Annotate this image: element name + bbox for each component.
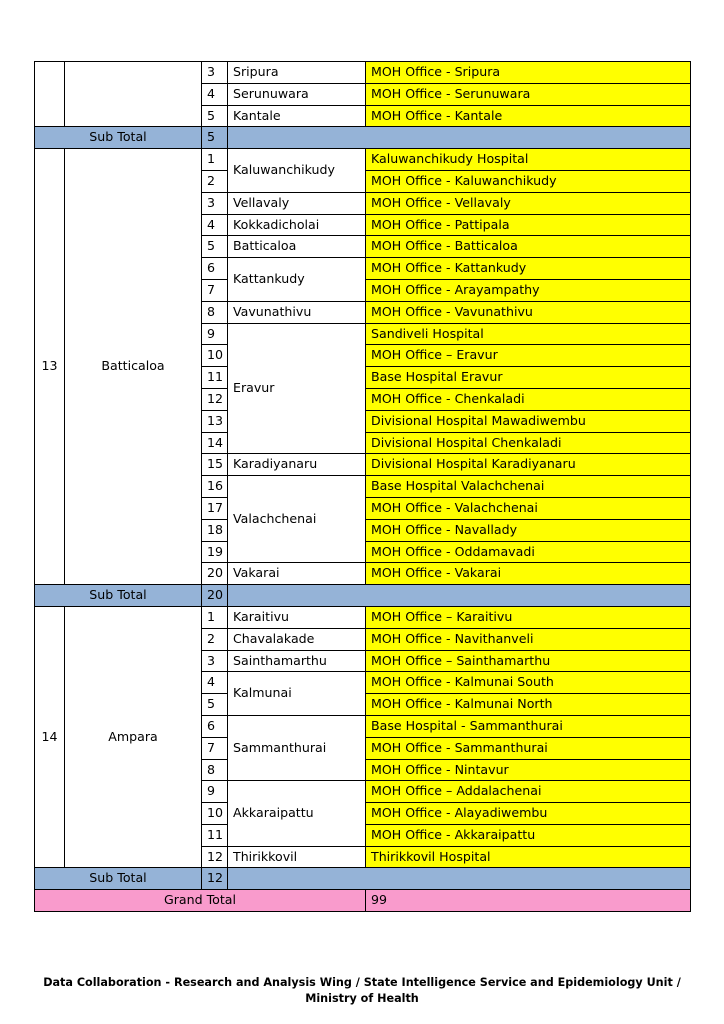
site-number-cell: 1 (202, 606, 228, 628)
sentinel-sites-table (34, 61, 691, 912)
table-row (35, 606, 691, 628)
sentinel-site-cell: MOH Office - Sammanthurai (366, 737, 691, 759)
site-number-cell: 4 (202, 83, 228, 105)
site-number-cell: 10 (202, 345, 228, 367)
sentinel-site-cell: MOH Office – Karaitivu (366, 606, 691, 628)
subtotal-row (35, 127, 691, 149)
site-number-cell: 6 (202, 258, 228, 280)
page-footer: Data Collaboration - Research and Analysis Wing / State Intelligence Service and Epidemiology Unit / Ministry of Health (43, 976, 681, 1005)
site-number-cell: 5 (202, 236, 228, 258)
sentinel-site-cell: MOH Office - Vavunathivu (366, 301, 691, 323)
sentinel-site-cell: Base Hospital - Sammanthurai (366, 715, 691, 737)
sentinel-site-cell: Thirikkovil Hospital (366, 846, 691, 868)
moh-area-cell: Kalmunai (228, 672, 366, 716)
sentinel-site-cell: Divisional Hospital Karadiyanaru (366, 454, 691, 476)
subtotal-blank (228, 585, 691, 607)
site-number-cell: 17 (202, 497, 228, 519)
sentinel-site-cell: MOH Office – Sainthamarthu (366, 650, 691, 672)
site-number-cell: 9 (202, 781, 228, 803)
site-number-cell: 15 (202, 454, 228, 476)
sentinel-site-cell: MOH Office - Kalmunai South (366, 672, 691, 694)
moh-area-cell: Eravur (228, 323, 366, 454)
moh-area-cell: Thirikkovil (228, 846, 366, 868)
site-number-cell: 7 (202, 737, 228, 759)
sentinel-site-cell: MOH Office – Addalachenai (366, 781, 691, 803)
subtotal-row (35, 868, 691, 890)
sentinel-site-cell: MOH Office - Sripura (366, 62, 691, 84)
sentinel-site-cell: Base Hospital Eravur (366, 367, 691, 389)
sentinel-site-cell: MOH Office - Kalmunai North (366, 694, 691, 716)
moh-area-cell: Vellavaly (228, 192, 366, 214)
moh-area-cell: Kantale (228, 105, 366, 127)
table-body (35, 62, 691, 912)
site-number-cell: 6 (202, 715, 228, 737)
moh-area-cell: Vavunathivu (228, 301, 366, 323)
site-number-cell: 3 (202, 62, 228, 84)
subtotal-label: Sub Total (35, 585, 202, 607)
subtotal-row (35, 585, 691, 607)
site-number-cell: 4 (202, 214, 228, 236)
site-number-cell: 2 (202, 628, 228, 650)
grand-total-row (35, 890, 691, 912)
grand-total-label: Grand Total (35, 890, 366, 912)
moh-area-cell: Karadiyanaru (228, 454, 366, 476)
sentinel-site-cell: MOH Office – Eravur (366, 345, 691, 367)
site-number-cell: 8 (202, 759, 228, 781)
sentinel-site-cell: MOH Office - Navithanveli (366, 628, 691, 650)
moh-area-cell: Serunuwara (228, 83, 366, 105)
sentinel-site-cell: MOH Office - Valachchenai (366, 497, 691, 519)
sentinel-site-cell: MOH Office - Vakarai (366, 563, 691, 585)
sentinel-site-cell: MOH Office - Kantale (366, 105, 691, 127)
site-number-cell: 10 (202, 803, 228, 825)
site-number-cell: 3 (202, 192, 228, 214)
sentinel-site-cell: MOH Office - Kaluwanchikudy (366, 170, 691, 192)
site-number-cell: 14 (202, 432, 228, 454)
site-number-cell: 9 (202, 323, 228, 345)
site-number-cell: 16 (202, 476, 228, 498)
sentinel-site-cell: MOH Office - Chenkaladi (366, 388, 691, 410)
moh-area-cell: Sammanthurai (228, 715, 366, 780)
sentinel-site-cell: Base Hospital Valachchenai (366, 476, 691, 498)
table-row (35, 149, 691, 171)
sentinel-site-cell: MOH Office - Navallady (366, 519, 691, 541)
moh-area-cell: Karaitivu (228, 606, 366, 628)
district-number-cell: 13 (35, 149, 65, 585)
site-number-cell: 11 (202, 367, 228, 389)
sentinel-site-cell: MOH Office - Kattankudy (366, 258, 691, 280)
site-number-cell: 20 (202, 563, 228, 585)
sentinel-site-cell: MOH Office - Serunuwara (366, 83, 691, 105)
sentinel-site-cell: MOH Office - Arayampathy (366, 279, 691, 301)
moh-area-cell: Sainthamarthu (228, 650, 366, 672)
sentinel-site-cell: Kaluwanchikudy Hospital (366, 149, 691, 171)
district-number-cell: 14 (35, 606, 65, 868)
site-number-cell: 13 (202, 410, 228, 432)
site-number-cell: 1 (202, 149, 228, 171)
moh-area-cell: Akkaraipattu (228, 781, 366, 846)
sentinel-site-cell: MOH Office - Alayadiwembu (366, 803, 691, 825)
site-number-cell: 19 (202, 541, 228, 563)
district-number-cell (35, 62, 65, 127)
sentinel-site-cell: MOH Office - Pattipala (366, 214, 691, 236)
district-name-cell: Ampara (65, 606, 202, 868)
site-number-cell: 8 (202, 301, 228, 323)
sentinel-site-cell: MOH Office - Vellavaly (366, 192, 691, 214)
sentinel-site-cell: Divisional Hospital Chenkaladi (366, 432, 691, 454)
subtotal-value: 20 (202, 585, 228, 607)
subtotal-blank (228, 868, 691, 890)
table-row (35, 62, 691, 84)
subtotal-blank (228, 127, 691, 149)
moh-area-cell: Kaluwanchikudy (228, 149, 366, 193)
sentinel-site-cell: Divisional Hospital Mawadiwembu (366, 410, 691, 432)
subtotal-value: 5 (202, 127, 228, 149)
subtotal-label: Sub Total (35, 127, 202, 149)
site-number-cell: 18 (202, 519, 228, 541)
subtotal-label: Sub Total (35, 868, 202, 890)
sentinel-site-cell: MOH Office - Oddamavadi (366, 541, 691, 563)
grand-total-value: 99 (366, 890, 691, 912)
moh-area-cell: Batticaloa (228, 236, 366, 258)
sentinel-site-cell: Sandiveli Hospital (366, 323, 691, 345)
moh-area-cell: Kokkadicholai (228, 214, 366, 236)
site-number-cell: 5 (202, 694, 228, 716)
moh-area-cell: Valachchenai (228, 476, 366, 563)
site-number-cell: 4 (202, 672, 228, 694)
sentinel-site-cell: MOH Office - Batticaloa (366, 236, 691, 258)
moh-area-cell: Sripura (228, 62, 366, 84)
site-number-cell: 2 (202, 170, 228, 192)
site-number-cell: 7 (202, 279, 228, 301)
moh-area-cell: Vakarai (228, 563, 366, 585)
moh-area-cell: Kattankudy (228, 258, 366, 302)
moh-area-cell: Chavalakade (228, 628, 366, 650)
district-name-cell: Batticaloa (65, 149, 202, 585)
district-name-cell (65, 62, 202, 127)
site-number-cell: 12 (202, 846, 228, 868)
site-number-cell: 12 (202, 388, 228, 410)
site-number-cell: 5 (202, 105, 228, 127)
site-number-cell: 3 (202, 650, 228, 672)
site-number-cell: 11 (202, 824, 228, 846)
subtotal-value: 12 (202, 868, 228, 890)
sentinel-site-cell: MOH Office - Nintavur (366, 759, 691, 781)
sentinel-site-cell: MOH Office - Akkaraipattu (366, 824, 691, 846)
